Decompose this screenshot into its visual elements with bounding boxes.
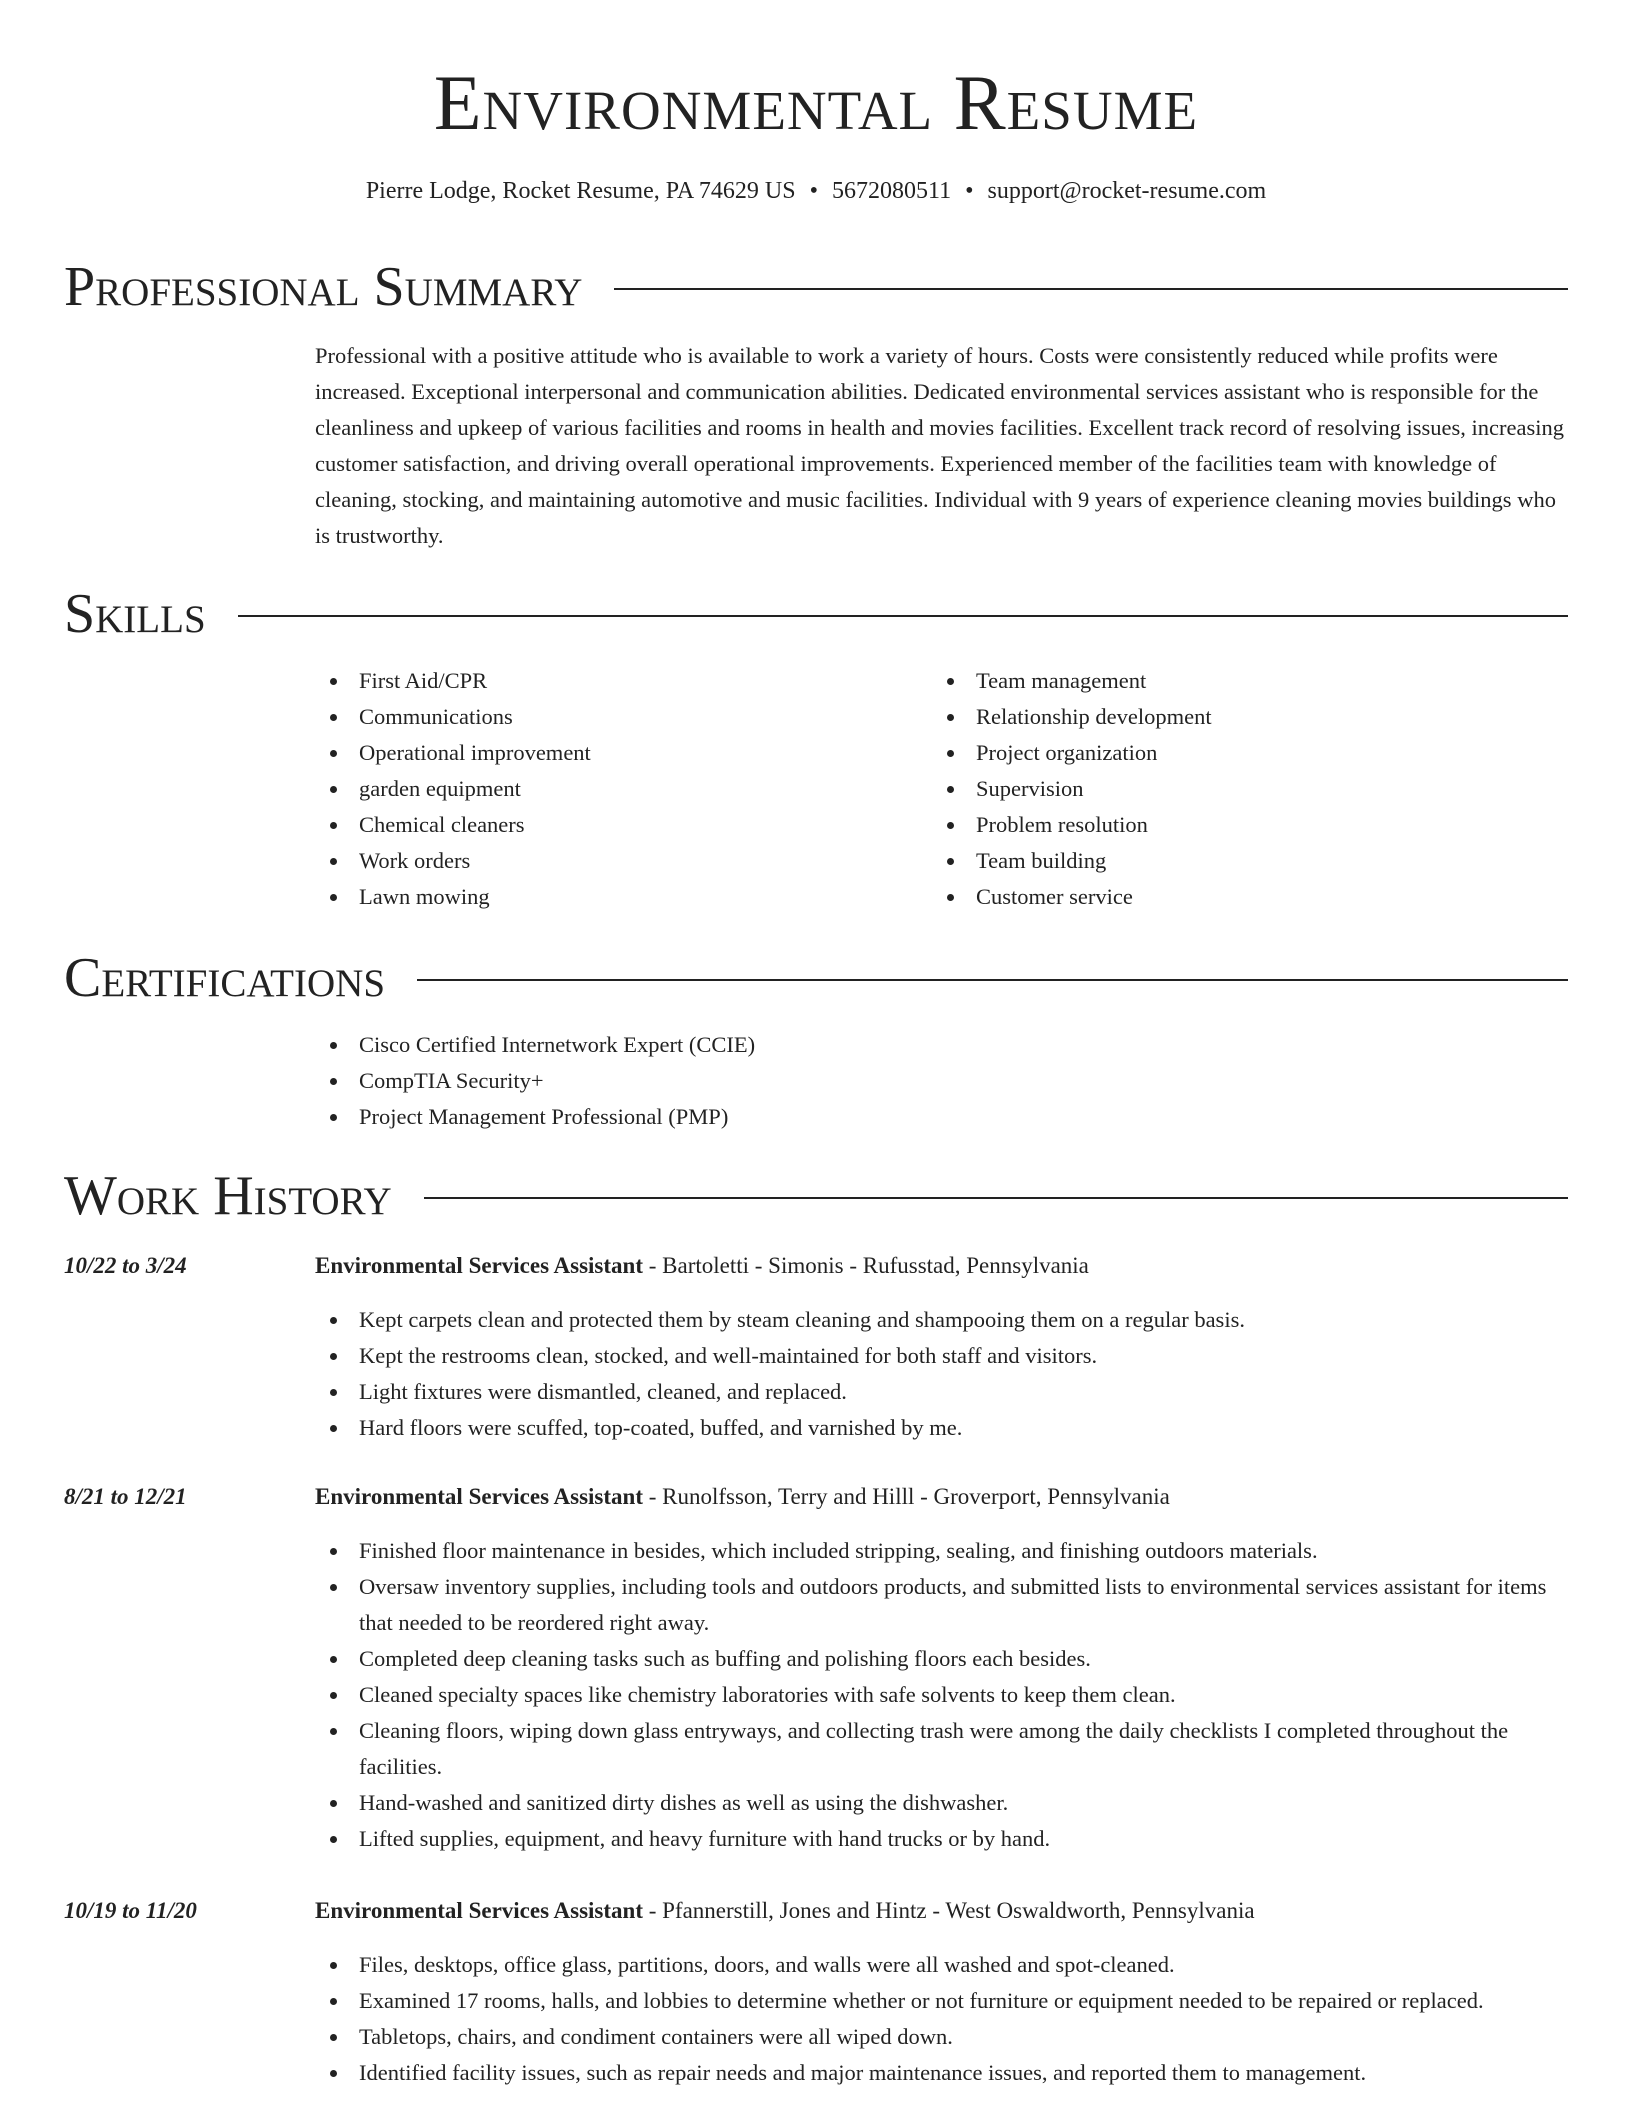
summary-text: Professional with a positive attitude who is available to work a variety of hours. Costs were consistently reduced while profits were increased. Exceptional interpersonal and communication abilities. Dedicated environmental services assistant who is responsible for the cleanliness and upkeep of various facilities and rooms in health and movies facilities. Excellent track record of resolving issues, increasing customer satisfaction, and driving overall operational improvements. Experienced member of the facilities team with knowledge of cleaning, stocking, and maintaining automotive and music facilities. Individual with 9 years of experience cleaning movies buildings who is trustworthy. (315, 343, 1564, 548)
job-title: Environmental Services Assistant (315, 1484, 643, 1509)
work-history-heading: Work History (64, 1165, 392, 1227)
skill-item: Communications (315, 699, 915, 735)
skill-item: Project organization (932, 735, 1532, 771)
contact-phone: 5672080511 (831, 178, 952, 204)
skill-item: Chemical cleaners (315, 807, 915, 843)
skills-list-right (932, 663, 1532, 915)
job-title-line (315, 1479, 1568, 1515)
job-duty: Oversaw inventory supplies, including tools and outdoors products, and submitted lists to environmental services assistant for items that needed to be reordered right away. (315, 1569, 1568, 1641)
skill-item: Relationship development (932, 699, 1532, 735)
job-duty: Finished floor maintenance in besides, which included stripping, sealing, and finishing outdoors materials. (315, 1533, 1568, 1569)
work-history-section-header (64, 1164, 1568, 1228)
certifications-section-header (64, 946, 1568, 1010)
job-duties-list (315, 1533, 1568, 1857)
skill-item: Operational improvement (315, 735, 915, 771)
skill-item: Problem resolution (932, 807, 1532, 843)
job-title-line (315, 1248, 1568, 1284)
certification-item: CompTIA Security+ (315, 1063, 1568, 1099)
skill-item: garden equipment (315, 771, 915, 807)
certifications-list (315, 1027, 1568, 1135)
job-duty: Kept carpets clean and protected them by steam cleaning and shampooing them on a regular basis. (315, 1302, 1568, 1338)
job-dates: 8/21 to 12/21 (64, 1484, 187, 1509)
job-dates: 10/19 to 11/20 (64, 1898, 197, 1923)
contact-separator: • (965, 178, 974, 204)
job-duty: Cleaning floors, wiping down glass entryways, and collecting trash were among the daily checklists I completed throughout the facilities. (315, 1713, 1568, 1785)
skill-item: Customer service (932, 879, 1532, 915)
job-company: - Runolfsson, Terry and Hilll - Groverport, Pennsylvania (642, 1484, 1170, 1509)
skills-list-left (315, 663, 915, 915)
job-duty: Hand-washed and sanitized dirty dishes as well as using the dishwasher. (315, 1785, 1568, 1821)
job-duty: Tabletops, chairs, and condiment containers were all wiped down. (315, 2019, 1568, 2055)
job-duty: Light fixtures were dismantled, cleaned, and replaced. (315, 1374, 1568, 1410)
skill-item: Lawn mowing (315, 879, 915, 915)
job-dates: 10/22 to 3/24 (64, 1253, 187, 1278)
job-duty: Hard floors were scuffed, top-coated, buffed, and varnished by me. (315, 1410, 1568, 1446)
job-duty: Examined 17 rooms, halls, and lobbies to determine whether or not furniture or equipment needed to be repaired or replaced. (315, 1983, 1568, 2019)
job-company: - Pfannerstill, Jones and Hintz - West Oswaldworth, Pennsylvania (642, 1898, 1255, 1923)
summary-heading: Professional Summary (64, 256, 583, 318)
section-divider (417, 979, 1568, 981)
skill-item: Team building (932, 843, 1532, 879)
skills-heading: Skills (64, 583, 206, 645)
job-duty: Kept the restrooms clean, stocked, and well-maintained for both staff and visitors. (315, 1338, 1568, 1374)
section-divider (614, 288, 1568, 290)
section-divider (238, 615, 1568, 617)
certification-item: Cisco Certified Internetwork Expert (CCIE) (315, 1027, 1568, 1063)
job-duty: Lifted supplies, equipment, and heavy furniture with hand trucks or by hand. (315, 1821, 1568, 1857)
job-duty: Identified facility issues, such as repair needs and major maintenance issues, and reported them to management. (315, 2055, 1568, 2091)
contact-separator: • (809, 178, 818, 204)
job-title-line (315, 1893, 1568, 1929)
job-duties-list (315, 1302, 1568, 1446)
contact-email: support@rocket-resume.com (987, 178, 1267, 204)
contact-line (0, 174, 1632, 208)
job-title: Environmental Services Assistant (315, 1253, 643, 1278)
job-duty: Files, desktops, office glass, partitions, doors, and walls were all washed and spot-cleaned. (315, 1947, 1568, 1983)
skill-item: Supervision (932, 771, 1532, 807)
certifications-heading: Certifications (64, 947, 386, 1009)
contact-address: Pierre Lodge, Rocket Resume, PA 74629 US (365, 178, 796, 204)
skill-item: Work orders (315, 843, 915, 879)
job-duty: Completed deep cleaning tasks such as buffing and polishing floors each besides. (315, 1641, 1568, 1677)
skill-item: Team management (932, 663, 1532, 699)
certification-item: Project Management Professional (PMP) (315, 1099, 1568, 1135)
skills-section-header (64, 582, 1568, 646)
job-duty: Cleaned specialty spaces like chemistry laboratories with safe solvents to keep them clean. (315, 1677, 1568, 1713)
job-duties-list (315, 1947, 1568, 2091)
section-divider (424, 1197, 1568, 1199)
resume-title: Environmental Resume (433, 59, 1199, 146)
job-company: - Bartoletti - Simonis - Rufusstad, Pennsylvania (642, 1253, 1089, 1278)
job-title: Environmental Services Assistant (315, 1898, 643, 1923)
skill-item: First Aid/CPR (315, 663, 915, 699)
summary-section-header (64, 255, 1568, 319)
